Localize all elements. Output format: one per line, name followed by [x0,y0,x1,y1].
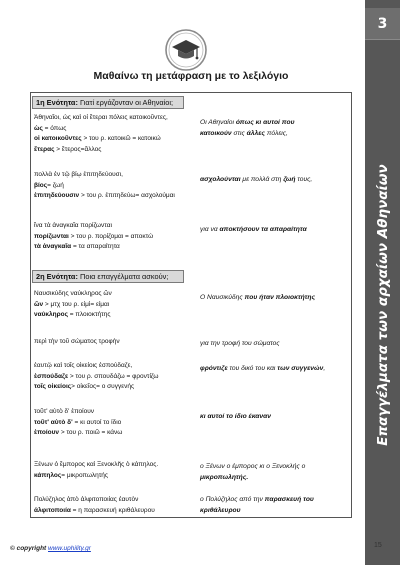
greek-block [34,460,196,481]
vocab-line: κάπηλος= μικροπωλητής [34,471,109,479]
vocab-line: ἐσπούδαζε > του ρ. σπουδάζω = φροντίζω [34,372,159,380]
section-2-label: 2η Ενότητα: [36,272,78,281]
translation: Οι Αθηναίοι όπως κι αυτοί που κατοικούν στις άλλες πόλεις, [200,119,295,137]
vocab-line: πορίζωνται > του ρ. πορίζομαι = αποκτώ [34,232,154,240]
greek-block [34,337,196,348]
vocab-line: ἐπιτηδεύουσιν > του ρ. ἐπιτηδεύω= ασχολούμαι [34,192,175,199]
vocab-line: τοῖς οἰκείοις> οἰκεῖος= ο συγγενής [34,383,135,390]
greek-line: Ἀθηναῖοι, ὡς καὶ οἱ ἕτεραι πόλεις κατοικοῦντες, [34,114,168,121]
page-heading: Μαθαίνω τη μετάφραση με το λεξιλόγιο [93,70,289,82]
greek-block [34,495,196,516]
section-2-question: Ποια επαγγέλματα ασκούν; [77,272,169,281]
website-link[interactable]: www.uphility.gr [48,545,91,552]
section-1-question: Γιατί εργάζονταν οι Αθηναίοι; [77,98,174,107]
chapter-title-text: Επαγγέλματα των αρχαίων Αθηναίων [374,164,391,446]
greek-line: ἑαυτῷ καὶ τοῖς οἰκείοις ἐσπούδαζε, [34,362,133,369]
vocab-line: τὰ ἀναγκαῖα = τα απαραίτητα [34,243,120,250]
section-1-header [32,96,184,109]
greek-line: τοῦτ' αὐτὸ δ' ἐποίουν [34,408,94,415]
section-1-label: 1η Ενότητα: [36,98,78,107]
translation: φρόντιζε του δικό του και των συγγενών, [200,365,326,372]
greek-line: ἵνα τὰ ἀναγκαῖα πορίζωνται [34,222,112,229]
vocab-line: ὤν > μτχ του ρ. εἰμὶ= είμαι [34,300,110,308]
greek-line: Ναυσικύδης ναύκληρος ὤν [34,290,112,297]
greek-block [34,113,196,155]
vocab-line: τοῦτ' αὐτὸ δ' = κι αυτοί το ίδιο [34,418,122,426]
chapter-title-vertical [367,95,398,515]
vocab-line: οἱ κατοικοῦντες > του ρ. κατοικῶ = κατοικώ [34,135,161,142]
section-2-header [32,270,184,283]
copyright-prefix: © copyright [10,545,49,552]
chapter-number: 3 [365,8,400,40]
vocab-line: βίος= ζωή [34,181,64,189]
translation: ο Ξένων ο έμπορος κι ο Ξενοκλής ο μικροπωλητής. [200,463,306,481]
vocab-line: ναύκληρος = πλοιοκτήτης [34,311,111,318]
graduation-cap-icon [164,28,208,72]
greek-line: Ξένων ὁ ἔμπορος καὶ Ξενοκλῆς ὁ κάπηλος. [34,461,159,468]
translation: κι αυτοί το ίδιο έκαναν [200,413,272,420]
translation: ο Πολύζηλος από την παρασκευή του κριθάλευρου [200,496,314,514]
vocab-line: ὡς = όπως [34,124,67,132]
greek-block [34,361,196,393]
greek-line: πολλὰ ἐν τῷ βίῳ ἐπιτηδεύουσι, [34,171,123,178]
greek-line: Πολύζηλος ἀπὸ ἀλφιτοποιίας ἑαυτὸν [34,496,139,503]
vocab-line: ἕτερας > ἕτερος=ἄλλος [34,145,102,153]
greek-block [34,170,196,202]
page-number: 15 [374,542,382,549]
translation: ασχολούνται με πολλά στη ζωή τους, [200,176,313,183]
translation: Ο Ναυσικύδης που ήταν πλοιοκτήτης [200,294,316,301]
translation: για να αποκτήσουν τα απαραίτητα [200,226,307,233]
vocab-line: ἀλφιτοποιία = η παρασκευή κριθάλευρου [34,506,155,514]
greek-block [34,221,196,253]
translation: για την τροφή του σώματος [200,340,280,347]
greek-block [34,289,196,321]
copyright-footer [10,545,91,552]
vocab-line: ἐποίουν > του ρ. ποιῶ = κάνω [34,429,123,436]
greek-line: περὶ τὴν τοῦ σώματος τροφὴν [34,338,120,345]
greek-block [34,407,196,439]
